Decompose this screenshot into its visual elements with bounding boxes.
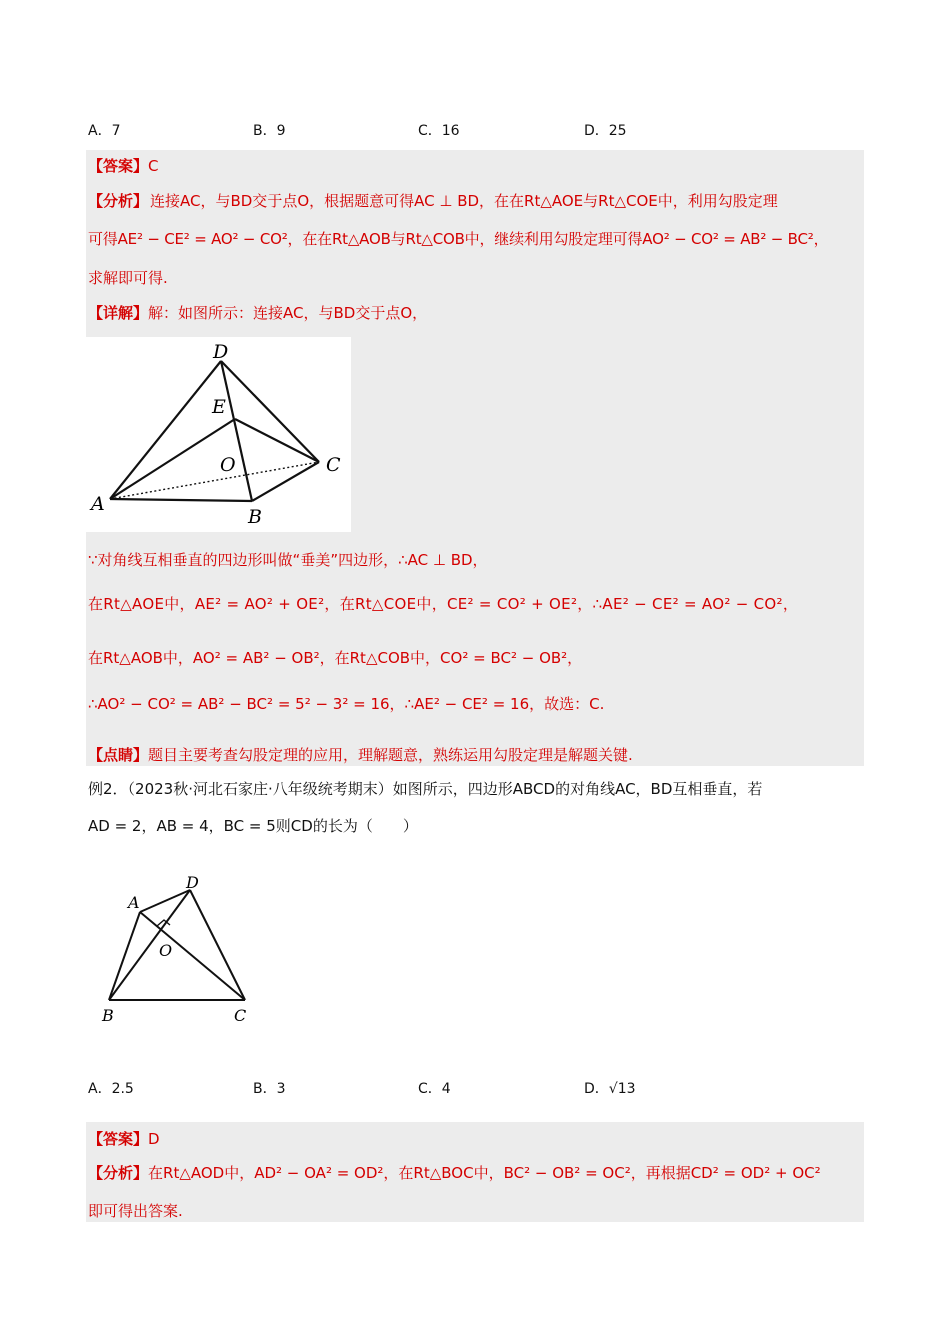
fig2-label-o: O	[159, 941, 173, 960]
q2-option-c[interactable]: C．4	[418, 1081, 451, 1097]
fig1-label-a: A	[91, 493, 105, 515]
analysis-line-q2-1: 【分析】在Rt△AOD中，AD² − OA² = OD²，在Rt△BOC中，BC² − OB² = OC²，再根据CD² = OD² + OC²	[88, 1164, 821, 1182]
question-2-line-1: 例2．（2023秋·河北石家庄·八年级统考期末）如图所示，四边形ABCD的对角线AC，BD互相垂直，若	[88, 780, 763, 798]
answer-tag: 【答案】	[88, 157, 149, 175]
fig1-label-o: O	[220, 454, 236, 476]
fig2-label-b: B	[102, 1006, 114, 1025]
fig1-label-e: E	[212, 396, 226, 418]
option-a[interactable]: A．7	[88, 123, 121, 139]
fig1-label-b: B	[248, 506, 262, 528]
figure-1-pyramid	[86, 337, 351, 532]
fig2-label-a: A	[128, 893, 140, 912]
figure-2-quadrilateral	[98, 870, 258, 1030]
fig1-label-c: C	[326, 454, 341, 476]
q2-option-d[interactable]: D．√13	[584, 1081, 636, 1097]
option-b[interactable]: B．9	[253, 123, 286, 139]
q2-option-a[interactable]: A．2.5	[88, 1081, 134, 1097]
fig2-label-c: C	[234, 1006, 247, 1025]
point-line-1: 【点睛】题目主要考查勾股定理的应用，理解题意，熟练运用勾股定理是解题关键.	[88, 746, 633, 764]
analysis-line-3: 求解即可得.	[88, 269, 168, 287]
step-line-1: ∵对角线互相垂直的四边形叫做“垂美”四边形，∴AC ⊥ BD，	[88, 551, 488, 569]
fig2-label-d: D	[186, 873, 199, 892]
answer-line-1	[88, 155, 159, 176]
question-2-line-2: AD = 2，AB = 4，BC = 5则CD的长为（ ）	[88, 817, 418, 835]
analysis-tag-1: 【分析】	[88, 192, 149, 210]
analysis-line-1: 连接AC，与BD交于点O，根据题意可得AC ⊥ BD，在在Rt△AOE与Rt△COE中，利用勾股定理	[150, 192, 778, 210]
option-c[interactable]: C．16	[418, 123, 460, 139]
answer-line-2: 【答案】D	[88, 1130, 160, 1148]
option-d[interactable]: D．25	[584, 123, 627, 139]
detail-line-1: 【详解】解：如图所示：连接AC，与BD交于点O，	[88, 304, 428, 322]
analysis-line-q2-2: 即可得出答案.	[88, 1202, 183, 1220]
q2-option-b[interactable]: B．3	[253, 1081, 286, 1097]
fig1-label-d: D	[213, 341, 229, 363]
answer-value: C	[148, 157, 159, 175]
step-line-4: ∴AO² − CO² = AB² − BC² = 5² − 3² = 16，∴AE² − CE² = 16，故选：C.	[88, 695, 605, 713]
step-line-2: 在Rt△AOE中，AE² = AO² + OE²，在Rt△COE中，CE² = CO² + OE²，∴AE² − CE² = AO² − CO²，	[88, 595, 799, 613]
step-line-3: 在Rt△AOB中，AO² = AB² − OB²，在Rt△COB中，CO² = BC² − OB²，	[88, 649, 583, 667]
analysis-line-2: 可得AE² − CE² = AO² − CO²，在在Rt△AOB与Rt△COB中，继续利用勾股定理可得AO² − CO² = AB² − BC²，	[88, 230, 829, 248]
